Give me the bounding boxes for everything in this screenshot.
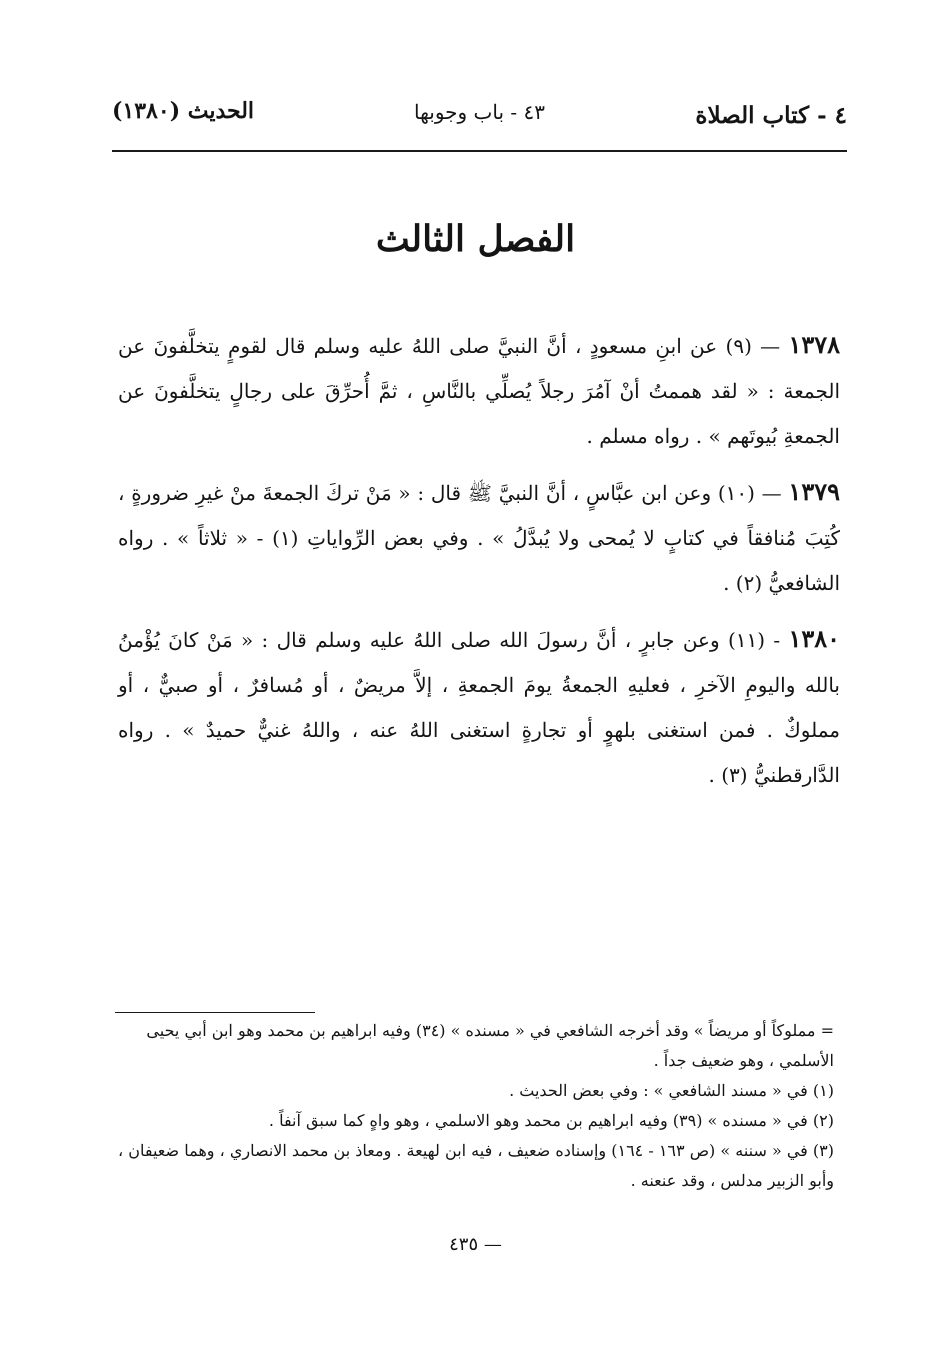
hadith-text: - (١١) وعن جابرٍ ، أنَّ رسولَ الله صلى اللهُ عليه وسلم قال : « مَنْ كانَ يُؤْمنُ بالله واليومِ الآخرِ ، فعليهِ الجمعةُ يومَ الجمعةِ ، إلاَّ مريضٌ ، أو مُسافرٌ ، أو صبيٌّ ، أو مملوكٌ . فمن استغنى بلهوٍ أو تجارةٍ استغنى اللهُ عنه ، واللهُ غنيٌّ حميدٌ » . رواه الدَّارقطنيُّ (٣) . xyxy=(118,628,840,787)
hadith-paragraph xyxy=(118,469,840,606)
section-title: الفصل الثالث xyxy=(375,218,576,260)
hadith-number: ١٣٧٩ xyxy=(788,477,840,506)
hadith-list xyxy=(118,322,840,798)
hadith-number: ١٣٧٨ xyxy=(788,330,840,359)
footnote-item: (١) في « مسند الشافعي » : وفي بعض الحديث . xyxy=(509,1081,834,1100)
hadith-text: — (١٠) وعن ابن عبَّاسٍ ، أنَّ النبيَّ ﷺ قال : « مَنْ تركَ الجمعةَ منْ غيرِ ضرورةٍ ، كُتِبَ مُنافقاً في كتابٍ لا يُمحى ولا يُبدَّلُ » . وفي بعض الرِّواياتِ (١) - « ثلاثاً » . رواه الشافعيُّ (٢) . xyxy=(118,481,840,595)
hadith-paragraph xyxy=(118,322,840,459)
book-title: ٤ - كتاب الصلاة xyxy=(695,102,847,129)
hadith-paragraph xyxy=(118,616,840,798)
footnotes xyxy=(112,1016,834,1196)
footnote-item: (٢) في « مسنده » (٣٩) وفيه ابراهيم بن محمد وهو الاسلمي ، وهو واهٍ كما سبق آنفاً . xyxy=(268,1111,834,1130)
chapter-title: ٤٣ - باب وجوبها xyxy=(413,100,546,124)
page-number: — ٤٣٥ xyxy=(449,1234,502,1255)
footnote-item: (٣) في « سننه » (ص ١٦٣ - ١٦٤) وإسناده ضعيف ، فيه ابن لهيعة . ومعاذ بن محمد الانصاري ، وهما ضعيفان ، وأبو الزبير مدلس ، وقد عنعنه . xyxy=(118,1141,834,1190)
hadith-range: الحديث (١٣٨٠) xyxy=(112,98,255,124)
page-header xyxy=(112,88,847,142)
footnote-rule xyxy=(115,1012,315,1013)
hadith-number: ١٣٨٠ xyxy=(788,624,840,653)
header-rule xyxy=(112,150,847,152)
hadith-text: — (٩) عن ابنِ مسعودٍ ، أنَّ النبيَّ صلى اللهُ عليه وسلم قال لقومٍ يتخلَّفونَ عن الجمعة : « لقد هممتُ أنْ آمُرَ رجلاً يُصلِّي بالنَّاسِ ، ثمَّ أُحرِّقَ على رجالٍ يتخلَّفونَ عن الجمعةِ بُيوتَهم » . رواه مسلم . xyxy=(118,334,840,448)
footnote-item: = مملوكاً أو مريضاً » وقد أخرجه الشافعي في « مسنده » (٣٤) وفيه ابراهيم بن محمد وهو ابن أبي يحيى الأسلمي ، وهو ضعيف جداً . xyxy=(146,1021,834,1070)
